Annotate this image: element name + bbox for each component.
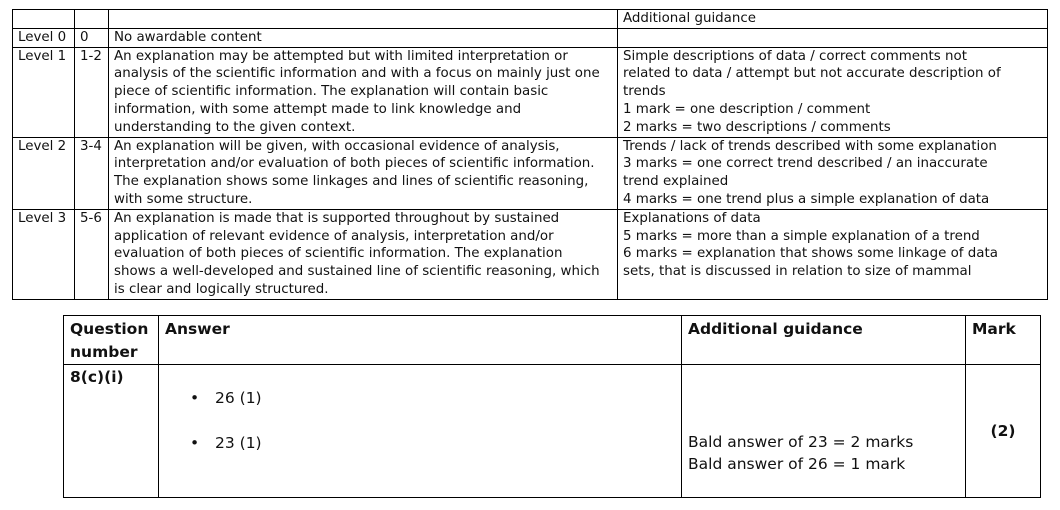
guidance-line: 6 marks = explanation that shows some linkage of data <box>623 246 998 262</box>
level-descriptor <box>109 137 618 209</box>
level-guidance <box>618 47 1048 137</box>
level-row <box>13 137 1048 209</box>
mark-cell <box>966 365 1041 498</box>
levels-mark-scheme-table <box>12 9 1048 300</box>
answer-text: 26 (1) <box>215 389 262 407</box>
level-label: Level 3 <box>13 209 75 299</box>
descriptor-line: with some structure. <box>114 191 253 207</box>
level-marks: 5-6 <box>75 209 109 299</box>
descriptor-line: analysis of the scientific information and with a focus on mainly just one <box>114 66 600 82</box>
descriptor-line: The explanation shows some linkages and lines of scientific reasoning, <box>114 174 589 190</box>
guidance-lines <box>688 431 959 475</box>
header-blank-level <box>13 10 75 29</box>
level-row <box>13 28 1048 47</box>
descriptor-line: is clear and logically structured. <box>114 281 329 297</box>
descriptor-line: understanding to the given context. <box>114 119 356 135</box>
guidance-line: Bald answer of 23 = 2 marks <box>688 433 914 451</box>
level-label: Level 0 <box>13 28 75 47</box>
question-row <box>64 365 1041 498</box>
answer-item <box>165 432 675 454</box>
descriptor-line: An explanation is made that is supported throughout by sustained <box>114 210 560 226</box>
header-answer: Answer <box>159 316 682 365</box>
level-marks: 0 <box>75 28 109 47</box>
descriptor-line: An explanation may be attempted but with limited interpretation or <box>114 48 568 64</box>
guidance-line: sets, that is discussed in relation to size of mammal <box>623 264 972 280</box>
descriptor-line: An explanation will be given, with occasional evidence of analysis, <box>114 138 560 154</box>
guidance-line: 5 marks = more than a simple explanation of a trend <box>623 228 980 244</box>
level-marks: 1-2 <box>75 47 109 137</box>
guidance-line: 1 mark = one description / comment <box>623 101 871 117</box>
guidance-line: related to data / attempt but not accurate description of <box>623 66 1001 82</box>
guidance-line: 4 marks = one trend plus a simple explanation of data <box>623 191 990 207</box>
guidance-line: trends <box>623 84 666 100</box>
guidance-line: Bald answer of 26 = 1 mark <box>688 455 906 473</box>
guidance-cell <box>682 365 966 498</box>
descriptor-line: application of relevant evidence of analysis, interpretation and/or <box>114 228 554 244</box>
level-descriptor <box>109 209 618 299</box>
header-blank-descriptor <box>109 10 618 29</box>
level-descriptor <box>109 28 618 47</box>
descriptor-line: interpretation and/or evaluation of both pieces of scientific information. <box>114 156 595 172</box>
guidance-line: Explanations of data <box>623 210 761 226</box>
question-header-row <box>64 316 1041 365</box>
descriptor-line: evaluation of both pieces of scientific information. The explanation <box>114 246 563 262</box>
descriptor-line: shows a well-developed and sustained line of scientific reasoning, which <box>114 264 600 280</box>
guidance-line: Simple descriptions of data / correct comments not <box>623 48 967 64</box>
answer-item <box>165 387 675 409</box>
header-blank-marks <box>75 10 109 29</box>
header-mark: Mark <box>966 316 1041 365</box>
descriptor-line: piece of scientific information. The explanation will contain basic <box>114 84 549 100</box>
guidance-line: 3 marks = one correct trend described / an inaccurate <box>623 156 988 172</box>
level-marks: 3-4 <box>75 137 109 209</box>
question-mark-scheme-table <box>63 315 1041 498</box>
guidance-line: Trends / lack of trends described with some explanation <box>623 138 997 154</box>
answer-text: 23 (1) <box>215 434 262 452</box>
level-row <box>13 47 1048 137</box>
levels-header-row <box>13 10 1048 29</box>
answer-list <box>165 387 675 454</box>
level-label: Level 1 <box>13 47 75 137</box>
level-guidance <box>618 28 1048 47</box>
question-number-cell <box>64 365 159 498</box>
level-guidance <box>618 209 1048 299</box>
guidance-line: trend explained <box>623 174 729 190</box>
question-number: 8(c)(i) <box>70 368 124 386</box>
descriptor-line: information, with some attempt made to link knowledge and <box>114 101 522 117</box>
level-row <box>13 209 1048 299</box>
mark-value: (2) <box>990 422 1016 440</box>
level-descriptor <box>109 47 618 137</box>
answer-cell <box>159 365 682 498</box>
header-additional-guidance: Additional guidance <box>682 316 966 365</box>
level-guidance <box>618 137 1048 209</box>
descriptor-line: No awardable content <box>114 29 262 45</box>
header-additional-guidance: Additional guidance <box>618 10 1048 29</box>
bullet-icon: • <box>190 389 200 407</box>
header-question-number: Question number <box>64 316 159 365</box>
level-label: Level 2 <box>13 137 75 209</box>
bullet-icon: • <box>190 434 200 452</box>
guidance-line: 2 marks = two descriptions / comments <box>623 119 891 135</box>
